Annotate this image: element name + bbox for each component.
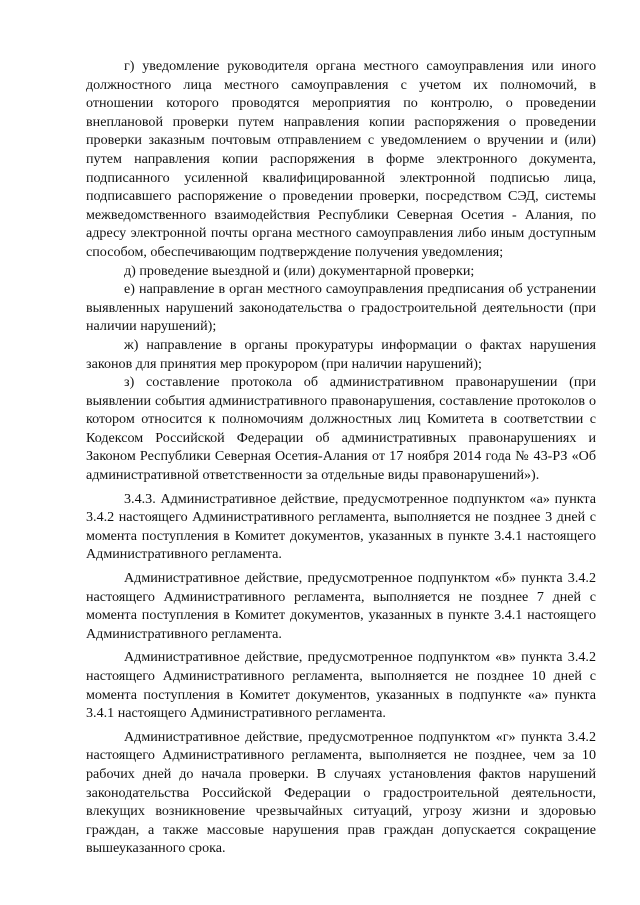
paragraph-action-b: Административное действие, предусмотренное подпунктом «б» пункта 3.4.2 настоящего Административного регламента, выполняется не позднее 7 дней с момента поступления в Комитет документов, указанных в пункте 3.4.1 настоящего Административного регламента.: [86, 570, 596, 642]
paragraph-zh: ж) направление в органы прокуратуры информации о фактах нарушения законов для принятия мер прокурором (при наличии нарушений);: [86, 336, 596, 372]
document-page: [86, 57, 596, 858]
paragraph-action-v: Административное действие, предусмотренное подпунктом «в» пункта 3.4.2 настоящего Административного регламента, выполняется не позднее 10 дней с момента поступления в Комитет документов, указанных в подпункте «а» пункта 3.4.1 настоящего Административного регламента.: [86, 649, 596, 722]
paragraph-d: д) проведение выездной и (или) документарной проверки;: [124, 262, 475, 279]
paragraph-3-4-3: 3.4.3. Административное действие, предусмотренное подпунктом «а» пункта 3.4.2 настоящего Административного регламента, выполняется не позднее 3 дней с момента поступления в Комитет документов, указанных в пункте 3.4.1 настоящего Административного регламента.: [86, 490, 596, 563]
paragraph-g: г) уведомление руководителя органа местного самоуправления или иного должностного лица местного самоуправления с учетом их полномочий, в отношении которого проводятся мероприятия по контролю, о проведении внеплановой проверки путем направления копии распоряжения о проведении проверки заказным почтовым отправлением с уведомлением о вручении и (или) путем направления копии распоряжения в форме электронного документа, подписанного усиленной квалифицированной электронной подписью лица, подписавшего распоряжение о проведении проверки, посредством СЭД, системы межведомственного взаимодействия Республики Северная Осетия - Алания, по адресу электронной почты органа местного самоуправления либо иным доступным способом, обеспечивающим подтверждение получения уведомления;: [86, 58, 596, 260]
paragraph-action-g: Административное действие, предусмотренное подпунктом «г» пункта 3.4.2 настоящего Административного регламента, выполняется не позднее, чем за 10 рабочих дней до начала проверки. В случаях установления фактов нарушений законодательства Российской Федерации о градостроительной деятельности, влекущих возникновение чрезвычайных ситуаций, угрозу жизни и здоровью граждан, а также массовые нарушения прав граждан допускается сокращение вышеуказанного срока.: [86, 728, 596, 857]
paragraph-z: з) составление протокола об административном правонарушении (при выявлении события административного правонарушения, составление протоколов о котором относится к полномочиям должностных лиц Комитета в соответствии с Кодексом Российской Федерации об административных правонарушениях и Законом Республики Северная Осетия-Алания от 17 ноября 2014 года № 43-РЗ «Об административной ответственности за отдельные виды правонарушений»).: [86, 374, 596, 484]
paragraph-e: е) направление в орган местного самоуправления предписания об устранении выявленных нарушений законодательства о градостроительной деятельности (при наличии нарушений);: [86, 281, 596, 335]
